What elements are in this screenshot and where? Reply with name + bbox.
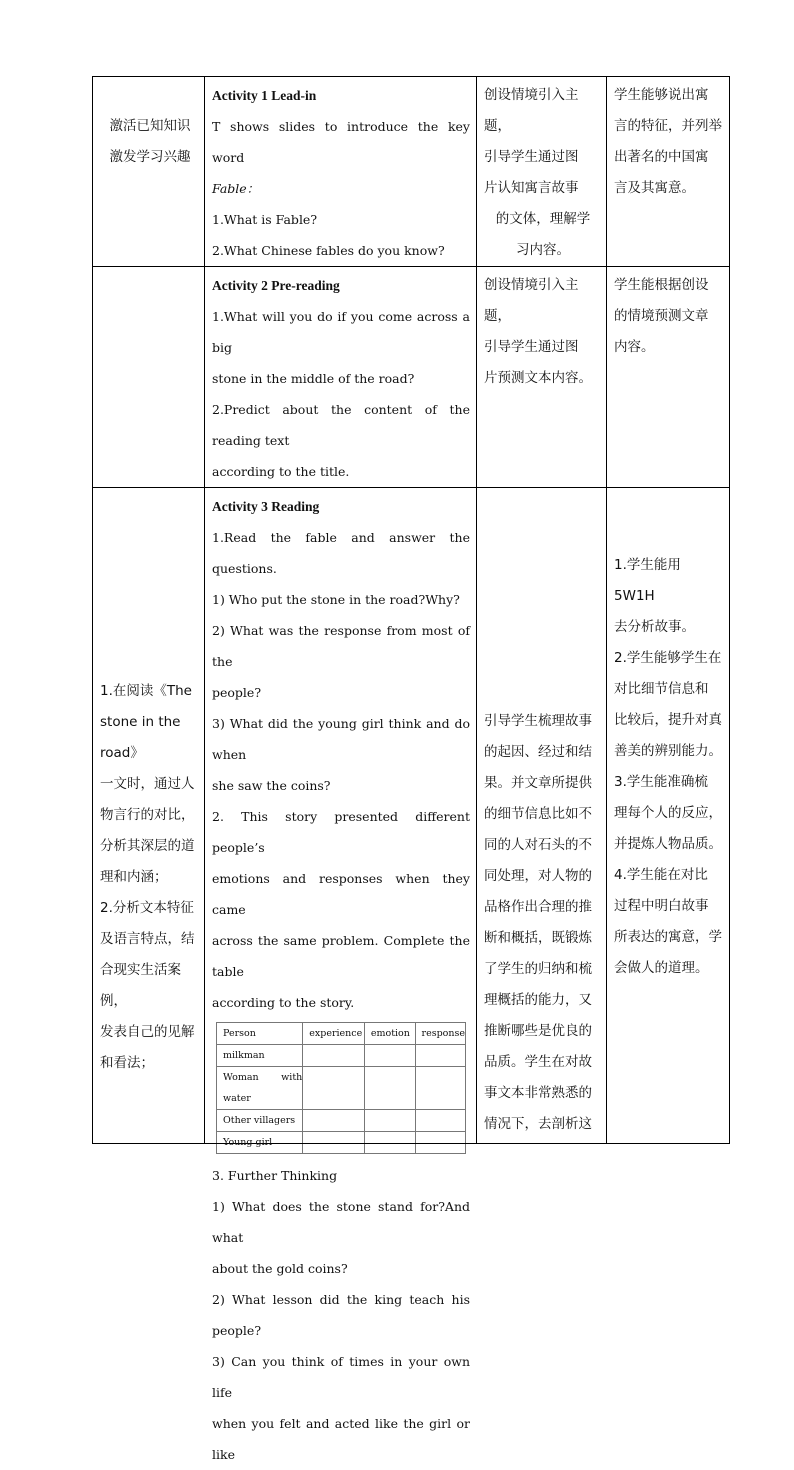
effect-cell [607, 77, 730, 267]
effect-line: 对比细节信息和 [614, 681, 709, 697]
design-line: 习内容。 [516, 242, 570, 258]
table-cell [415, 1110, 465, 1132]
design-line: 推断哪些是优良的 [484, 1023, 592, 1039]
goal-line: 2.分析文本特征 [100, 900, 194, 916]
activity-line: people? [212, 685, 262, 700]
goal-line: 发表自己的见解 [100, 1024, 195, 1040]
design-line: 断和概括，既锻炼 [484, 930, 592, 946]
table-cell [303, 1110, 365, 1132]
activity-line: 1) Who put the stone in the road?Why? [212, 592, 460, 607]
activity-cell [205, 77, 477, 267]
activity-line: 3. Further Thinking [212, 1168, 338, 1183]
table-row [217, 1045, 466, 1067]
table-row [217, 1110, 466, 1132]
goal-line: 合现实生活案例， [100, 962, 181, 1009]
activity-heading: Activity 1 Lead-in [212, 88, 317, 103]
effect-line: 比较后，提升对真 [614, 712, 722, 728]
design-line: 果。并文章所提供 [484, 775, 592, 791]
activity-line: across the same problem. Complete the table [212, 933, 470, 979]
effect-line: 2.学生能够学生在 [614, 650, 722, 666]
design-line: 理概括的能力，又 [484, 992, 592, 1008]
design-line: 品格作出合理的推 [484, 899, 592, 915]
activity-line: 2. This story presented different people’s [212, 809, 470, 855]
table-row [93, 267, 730, 488]
table-cell [364, 1067, 415, 1110]
design-line: 的起因、经过和结 [484, 744, 592, 760]
effect-line: 去分析故事。 [614, 619, 695, 635]
design-line: 引导学生通过图 [484, 339, 579, 355]
activity-line: when you felt and acted like the girl or like [212, 1416, 470, 1462]
table-cell [415, 1067, 465, 1110]
design-cell [477, 488, 607, 1144]
character-response-table [216, 1022, 466, 1154]
effect-line: 理每个人的反应， [614, 805, 722, 821]
design-line: 同的人对石头的不 [484, 837, 592, 853]
goal-line: 和看法； [100, 1055, 154, 1071]
design-line: 品质。学生在对故 [484, 1054, 592, 1070]
activity-line: 3) What did the young girl think and do when [212, 716, 470, 762]
design-line: 引导学生通过图 [484, 149, 579, 165]
table-header-cell: response [415, 1023, 465, 1045]
table-header-cell: experience [303, 1023, 365, 1045]
effect-line: 4.学生能在对比 [614, 867, 708, 883]
design-cell [477, 267, 607, 488]
design-line: 了学生的归纳和梳 [484, 961, 592, 977]
table-cell [303, 1067, 365, 1110]
design-line: 同处理，对人物的 [484, 868, 592, 884]
goal-line: stone in the road》 [100, 714, 181, 761]
effect-line: 学生能根据创设 [614, 277, 709, 293]
table-row [93, 77, 730, 267]
effect-line: 言的特征，并列举 [614, 118, 722, 134]
table-cell: Woman with water [217, 1067, 303, 1110]
table-row [217, 1067, 466, 1110]
table-header-cell: Person [217, 1023, 303, 1045]
table-cell [364, 1132, 415, 1154]
table-cell [415, 1132, 465, 1154]
table-cell [415, 1045, 465, 1067]
goal-line: 理和内涵； [100, 869, 168, 885]
table-cell [364, 1045, 415, 1067]
activity-line: 3) Can you think of times in your own life [212, 1354, 470, 1400]
activity-line: Fable： [212, 181, 260, 196]
goal-cell [93, 488, 205, 1144]
activity-line: 1) What does the stone stand for?And what [212, 1199, 470, 1245]
activity-heading: Activity 2 Pre-reading [212, 278, 340, 293]
effect-line: 的情境预测文章 [614, 308, 709, 324]
effect-line: 并提炼人物品质。 [614, 836, 722, 852]
goal-line: 1.在阅读《The [100, 683, 192, 699]
design-line: 的文体，理解学 [495, 211, 591, 227]
design-line: 情况下，去剖析这 [484, 1116, 592, 1132]
goal-line: 激活已知知识 [109, 118, 191, 134]
table-cell: Other villagers [217, 1110, 303, 1132]
effect-cell [607, 488, 730, 1144]
activity-heading: Activity 3 Reading [212, 499, 320, 514]
activity-cell [205, 267, 477, 488]
design-line: 的细节信息比如不 [484, 806, 592, 822]
activity-line: 1.Read the fable and answer the questions. [212, 530, 470, 576]
effect-cell [607, 267, 730, 488]
design-cell [477, 77, 607, 267]
effect-line: 会做人的道理。 [614, 960, 709, 976]
activity-line: about the gold coins? [212, 1261, 348, 1276]
lesson-plan-table [92, 76, 730, 1462]
effect-line: 言及其寓意。 [614, 180, 695, 196]
table-row [93, 488, 730, 1144]
table-row [217, 1132, 466, 1154]
design-line: 片认知寓言故事 [484, 180, 579, 196]
activity-line: 1.What is Fable? [212, 212, 318, 227]
activity-line: she saw the coins? [212, 778, 331, 793]
goal-line: 及语言特点，结 [100, 931, 195, 947]
activity-line: T shows slides to introduce the key word [212, 119, 470, 165]
effect-line: 内容。 [614, 339, 655, 355]
table-header-row [217, 1023, 466, 1045]
effect-line: 1.学生能用 5W1H [614, 557, 681, 604]
goal-cell [93, 77, 205, 267]
table-cell: milkman [217, 1045, 303, 1067]
table-header-cell: emotion [364, 1023, 415, 1045]
activity-line: emotions and responses when they came [212, 871, 470, 917]
effect-line: 所表达的寓意，学 [614, 929, 722, 945]
design-line: 片预测文本内容。 [484, 370, 592, 386]
design-line: 事文本非常熟悉的 [484, 1085, 592, 1101]
activity-line: 2.What Chinese fables do you know? [212, 243, 445, 258]
design-line: 创设情境引入主题， [484, 277, 579, 324]
effect-line: 3.学生能准确梳 [614, 774, 708, 790]
activity-line: according to the title. [212, 464, 350, 479]
effect-line: 学生能够说出寓 [614, 87, 709, 103]
goal-line: 物言行的对比， [100, 807, 195, 823]
activity-cell [205, 488, 477, 1462]
activity-line: stone in the middle of the road? [212, 371, 415, 386]
activity-line: 2) What was the response from most of the [212, 623, 470, 669]
goal-line: 激发学习兴趣 [109, 149, 191, 165]
design-line: 引导学生梳理故事 [484, 713, 592, 729]
activity-line: 2) What lesson did the king teach his people? [212, 1292, 470, 1338]
activity-line: 2.Predict about the content of the reading text [212, 402, 470, 448]
goal-line: 分析其深层的道 [100, 838, 195, 854]
goal-line: 一文时，通过人 [100, 776, 195, 792]
table-cell [364, 1110, 415, 1132]
table-cell [303, 1132, 365, 1154]
effect-line: 过程中明白故事 [614, 898, 709, 914]
activity-line: according to the story. [212, 995, 355, 1010]
effect-line: 出著名的中国寓 [614, 149, 709, 165]
design-line: 创设情境引入主题， [484, 87, 579, 134]
activity-line: 1.What will you do if you come across a big [212, 309, 470, 355]
effect-line: 善美的辨别能力。 [614, 743, 722, 759]
goal-cell [93, 267, 205, 488]
table-cell: Young girl [217, 1132, 303, 1154]
table-cell [303, 1045, 365, 1067]
